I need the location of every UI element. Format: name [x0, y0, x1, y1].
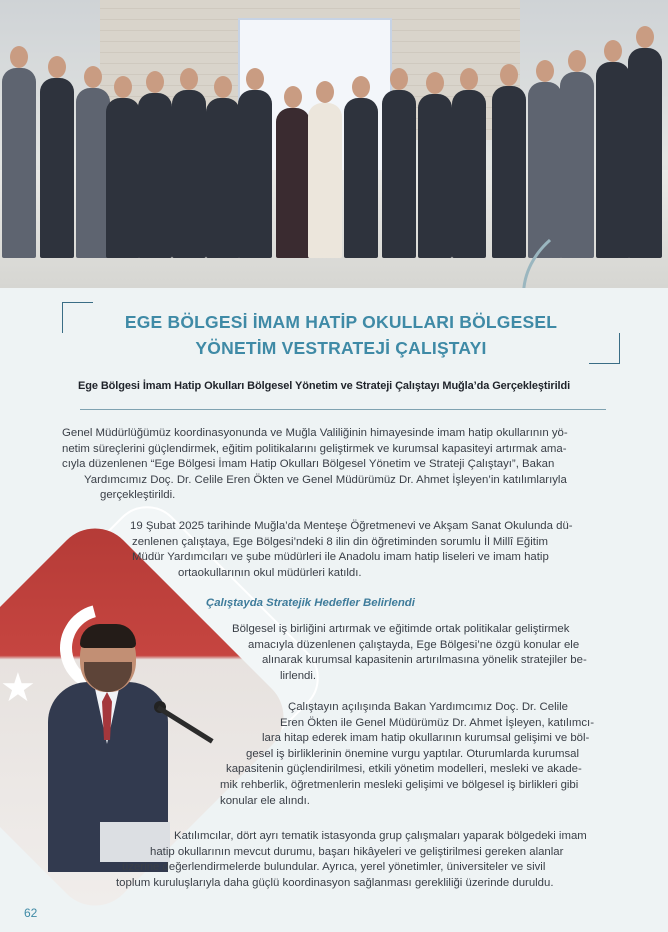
- paragraph-4: [220, 700, 622, 809]
- photo-person: [344, 98, 378, 258]
- photo-person: [40, 78, 74, 258]
- paragraph-line: Katılımcılar, dört ayrı tematik istasyonda grup çalışmaları yaparak bölgedeki imam: [174, 830, 587, 842]
- photo-person: [492, 86, 526, 258]
- photo-person: [138, 93, 172, 258]
- paragraph-line: toplum kuruluşlarıyla daha güçlü koordinasyon sağlanması gerekliliği üzerinde duruldu.: [116, 876, 554, 889]
- photo-person: [382, 90, 416, 258]
- photo-person: [238, 90, 272, 258]
- paragraph-line: zenlenen çalıştaya, Ege Bölgesi’ndeki 8 ilin din öğretiminden sorumlu İl Millî Eğitim: [132, 535, 548, 548]
- photo-person: [452, 90, 486, 258]
- flag-star: ★: [0, 666, 36, 710]
- speaker-hair: [80, 624, 136, 648]
- photo-person: [206, 98, 240, 258]
- paragraph-5: [116, 829, 622, 891]
- subtitle: Ege Bölgesi İmam Hatip Okulları Bölgesel Yönetim ve Strateji Çalıştayı Muğla’da Gerçekleştirildi: [78, 380, 571, 392]
- paragraph-2: [130, 519, 622, 581]
- paragraph-line: lirlendi.: [280, 669, 317, 682]
- paragraph-line: Çalıştayın açılışında Bakan Yardımcımız Doç. Dr. Celile: [288, 701, 569, 713]
- paragraph-line: Bölgesel iş birliğini artırmak ve eğitimde ortak politikalar geliştirmek: [232, 623, 570, 635]
- paragraph-line: Yardımcımız Doç. Dr. Celile Eren Ökten ve Genel Müdürümüz Dr. Ahmet İşleyen’in katılımlarıyla: [84, 473, 567, 486]
- paragraph-line: mik rehberlik, öğretmenlerin mesleki gelişimi ve bölgesel iş birlikleri gibi: [220, 778, 579, 791]
- paragraph-3: [232, 622, 622, 684]
- paragraph-line: cıyla düzenlenen “Ege Bölgesi İmam Hatip Okulları Bölgesel Yönetim ve Strateji Çalıştayı”, Bakan: [62, 458, 555, 471]
- paragraph-line: hatip okullarının mevcut durumu, başarı hikâyeleri ve geliştirilmesi gereken alanlar: [150, 845, 564, 858]
- paragraph-line: alınarak kurumsal kapasitenin artırılmasına yönelik stratejiler be-: [262, 654, 587, 667]
- photo-person: [106, 98, 140, 258]
- section-heading: Çalıştayda Stratejik Hedefler Belirlendi: [206, 597, 415, 609]
- title-frame: [62, 302, 620, 364]
- paragraph-line: netim süreçlerini güçlendirmek, eğitim politikalarını geliştirmek ve kurumsal kapasiteyi artırmak ama-: [62, 442, 567, 455]
- paragraph-line: Eren Ökten ile Genel Müdürümüz Dr. Ahmet İşleyen, katılımcı-: [280, 716, 594, 729]
- paragraph-line: kapasitenin güçlendirilmesi, etkili yönetim modelleri, mesleki ve akade-: [226, 763, 582, 776]
- subtitle-divider: [80, 409, 606, 410]
- photo-person: [76, 88, 110, 258]
- photo-person: [308, 103, 342, 258]
- paragraph-line: üzerine değerlendirmelerde bulundular. Ayrıca, yerel yönetimler, üniversiteler ve sivil: [122, 861, 546, 874]
- group-photo: [0, 0, 668, 288]
- paragraph-line: Müdür Yardımcıları ve şube müdürleri ile Anadolu imam hatip liseleri ve imam hatip: [132, 551, 549, 564]
- photo-person: [276, 108, 310, 258]
- paragraph-line: lara hitap ederek imam hatip okullarının kurumsal gelişimi ve böl-: [262, 732, 590, 745]
- title-line-2: YÖNETİM VESTRATEJİ ÇALIŞTAYI: [195, 338, 487, 358]
- paragraph-line: gerçekleştirildi.: [100, 489, 176, 502]
- photo-person: [172, 90, 206, 258]
- paragraph-1: [62, 426, 622, 504]
- paragraph-line: gesel iş birliklerinin önemine vurgu yaptılar. Oturumlarda kurumsal: [246, 747, 580, 760]
- photo-person: [2, 68, 36, 258]
- title-line-1: EGE BÖLGESİ İMAM HATİP OKULLARI BÖLGESEL: [124, 312, 558, 332]
- page-number: 62: [24, 906, 38, 920]
- paragraph-line: 19 Şubat 2025 tarihinde Muğla’da Menteşe Öğretmenevi ve Akşam Sanat Okulunda dü-: [130, 520, 573, 532]
- paragraph-line: Genel Müdürlüğümüz koordinasyonunda ve Muğla Valiliğinin himayesinde imam hatip okullarının yö-: [62, 427, 568, 439]
- photo-person: [418, 94, 452, 258]
- paragraph-line: konular ele alındı.: [220, 794, 310, 807]
- page-title: [62, 309, 620, 361]
- paragraph-line: amacıyla düzenlenen çalıştayda, Ege Bölgesi’ne özgü konular ele: [248, 638, 580, 651]
- paragraph-line: ortaokullarının okul müdürleri katıldı.: [178, 566, 362, 579]
